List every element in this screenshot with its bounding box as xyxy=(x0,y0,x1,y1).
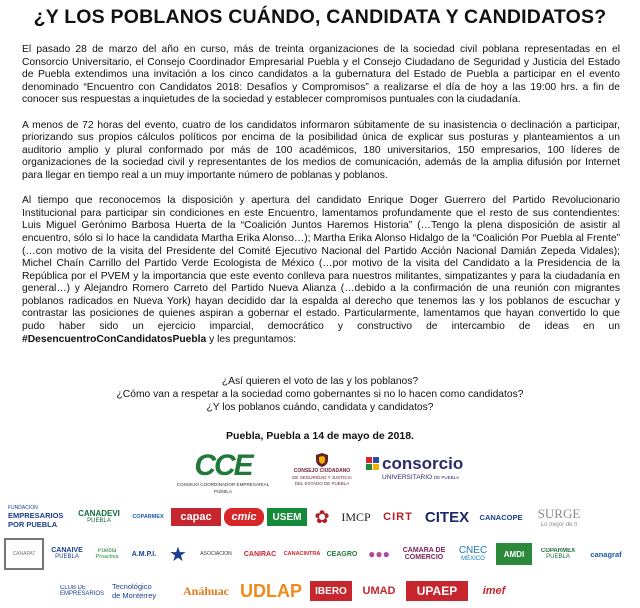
logo-udlap: UDLAP xyxy=(240,580,302,601)
logo-canapat: CANAPAT xyxy=(4,538,44,570)
question-3: ¿Y los poblanos cuándo, candidata y candidatos? xyxy=(206,402,434,413)
logo-club-empresarios: CLUB DE EMPRESARIOS xyxy=(60,584,105,597)
question-2: ¿Cómo van a respetar a la sociedad como gobernantes si no lo hacen como candidatos? xyxy=(116,389,524,400)
logo-canaive: CANAIVE PUEBLA xyxy=(51,547,83,561)
logo-canacintra: CANACINTRA xyxy=(283,551,321,557)
logo-asociacion: ASOCIACIÓN xyxy=(200,551,232,557)
logo-surge: SURGE Lo mejor de ti xyxy=(537,505,581,528)
logo-cce xyxy=(168,450,278,496)
consorcio-word: consorcio xyxy=(382,454,464,473)
logo-canadevi: CANADEVI PUEBLA xyxy=(78,509,120,525)
logo-cirt: CIRT xyxy=(383,511,413,523)
logo-cnec: CNEC MÉXICO xyxy=(458,545,488,563)
paragraph-1: El pasado 28 de marzo del año en curso, más de treinta organizaciones de la sociedad civil poblana representadas en el Consorcio Universitario, el Consejo Coordinador Empresarial Puebla y el Consejo Ciudadano de Seguridad y Justicia del Estado de Puebla extendimos una invitación a los cinco candidatos a la gubernatura del Estado de Puebla a participar en el evento denominado “Encuentro con Candidatos 2018: Desafíos y Compromisos” a realizarse el día de hoy a las 19:00 hrs. a fin de conocer sus respuestas a inquietudes de la sociedad y establecer compromisos puntuales con la ciudadanía. xyxy=(22,44,620,106)
logo-ceagro: CEAGRO xyxy=(326,550,358,558)
logo-ampi: A.M.P.I. xyxy=(131,550,157,558)
logo-capac: capac xyxy=(171,508,221,526)
logo-sello: ✿ xyxy=(314,506,330,527)
logo-consejo-ciudadano xyxy=(282,452,362,498)
logo-anahuac: Anáhuac xyxy=(182,583,229,598)
logo-circulo: ●●● xyxy=(368,547,390,561)
hashtag: #DesencuentroConCandidatosPuebla xyxy=(22,333,207,345)
logo-canagraf: canagraf xyxy=(590,549,622,559)
consejo-line2: DE SEGURIDAD Y JUSTICIA xyxy=(292,474,352,480)
logo-umad: UMAD xyxy=(362,585,396,597)
logo-amdi: AMDI xyxy=(496,543,532,565)
cce-mark: CCE xyxy=(194,449,252,482)
logo-cmic: cmic xyxy=(224,508,264,526)
consejo-line1: CONSEJO CIUDADANO xyxy=(293,468,351,474)
consorcio-grid-icon xyxy=(366,457,380,471)
paragraph-2: A menos de 72 horas del evento, cuatro de los candidatos informaron súbitamente de su inasistencia o declinación a participar, priorizando sus propios cálculos políticos por encima de la posibilidad única de explicar sus posturas y planteamientos a un auditorio amplio y plural conformado por más de 100 académicos, 180 universitarios, 150 empresarios, 100 líderes de organizaciones de la sociedad civil y representantes de los medios de comunicación, además de la amplia difusión por Internet para llegar en tiempo real a un muy importante número de poblanas y poblanos. xyxy=(22,119,620,181)
logo-empresarios-por-puebla: FUNDACIÓN EMPRESARIOS POR PUEBLA xyxy=(8,504,64,530)
shield-icon xyxy=(314,452,330,468)
consorcio-sub: UNIVERSITARIO xyxy=(382,474,433,481)
logo-citex: CITEX xyxy=(424,508,470,526)
logo-upaep: UPAEP xyxy=(406,581,468,601)
paragraph-3-tail: y les preguntamos: xyxy=(206,333,297,345)
consejo-line3: DEL ESTADO DE PUEBLA xyxy=(294,481,350,486)
logo-star: ★ xyxy=(169,543,187,566)
consorcio-suffix: DE PUEBLA xyxy=(433,475,460,480)
logo-consorcio xyxy=(366,454,476,498)
logo-canacope: CANACOPE xyxy=(479,512,523,522)
cce-caption: CONSEJO COORDINADOR EMPRESARIAL PUEBLA xyxy=(176,482,270,494)
statement-body xyxy=(22,44,620,346)
logo-row-3 xyxy=(0,576,640,606)
logo-imef: imef xyxy=(482,585,506,597)
logo-row-1 xyxy=(0,500,640,534)
question-1: ¿Así quieren el voto de las y los poblanos? xyxy=(221,376,419,387)
logo-coparmex-pue: COPARMEX xyxy=(132,514,164,520)
logo-camara-comercio: CÁMARA DE COMERCIO xyxy=(402,547,446,561)
logo-ibero: IBERO xyxy=(310,581,352,601)
logo-coparmex: COPARMEX PUEBLA xyxy=(540,547,576,560)
logo-row-2 xyxy=(0,536,640,572)
paragraph-3 xyxy=(22,195,620,346)
paragraph-3-text: Al tiempo que reconocemos la disposición y apertura del candidato Enrique Doger Guerrero del Partido Revolucionario Institucional para participar sin condiciones en este Encuentro, lamentamos profundamente que el resto de sus contendientes: Luis Miguel Gerónimo Barbosa Huerta de la “Coalición Juntos Haremos Historia” (…Tengo la plena disposición de asistir al encuentro, sólo si lo hace la candidata Martha Erika Alonso…); Martha Erika Alonso Hidalgo de la “Coalición Por Puebla al Frente” (…con motivo de la visita del Presidente del Comité Ejecutivo Nacional del Partido Acción Nacional Damián Zepeda Vidales); Michel Chaín Carrillo del Partido Verde Ecologista de México (…por motivo de la visita del Candidato a la Presidencia de la República por el PVEM y la importancia que este evento conlleva para nuestros militantes, simpatizantes y para la ciudadanía en general…) y Alejandro Romero Carreto del Partido Nueva Alianza (…debido a la confirmación de una reunión con migrantes poblanos radicados en Nueva York) hayan decidido dar la espalda al derecho que tenemos las y los poblanos de escuchar y contrastar las posiciones de quienes aspiran a gobernar el estado. Particularmente, lamentamos que hayan convertido lo que pudo haber sido un ejercicio imparcial, democrático y constructivo de intercambio de ideas en un xyxy=(22,195,620,333)
logo-usem: USEM xyxy=(267,508,307,526)
logo-canirac: CANIRAC xyxy=(243,550,277,558)
logo-imcp: IMCP xyxy=(341,509,371,524)
page-title: ¿Y LOS POBLANOS CUÁNDO, CANDIDATA Y CANDIDATOS? xyxy=(33,6,607,28)
logo-puebla-eco: Puebla Proactiva xyxy=(95,548,119,560)
signature-date: Puebla, Puebla a 14 de mayo de 2018. xyxy=(226,430,414,442)
logo-tec-monterrey: Tecnológico de Monterrey xyxy=(112,582,157,600)
